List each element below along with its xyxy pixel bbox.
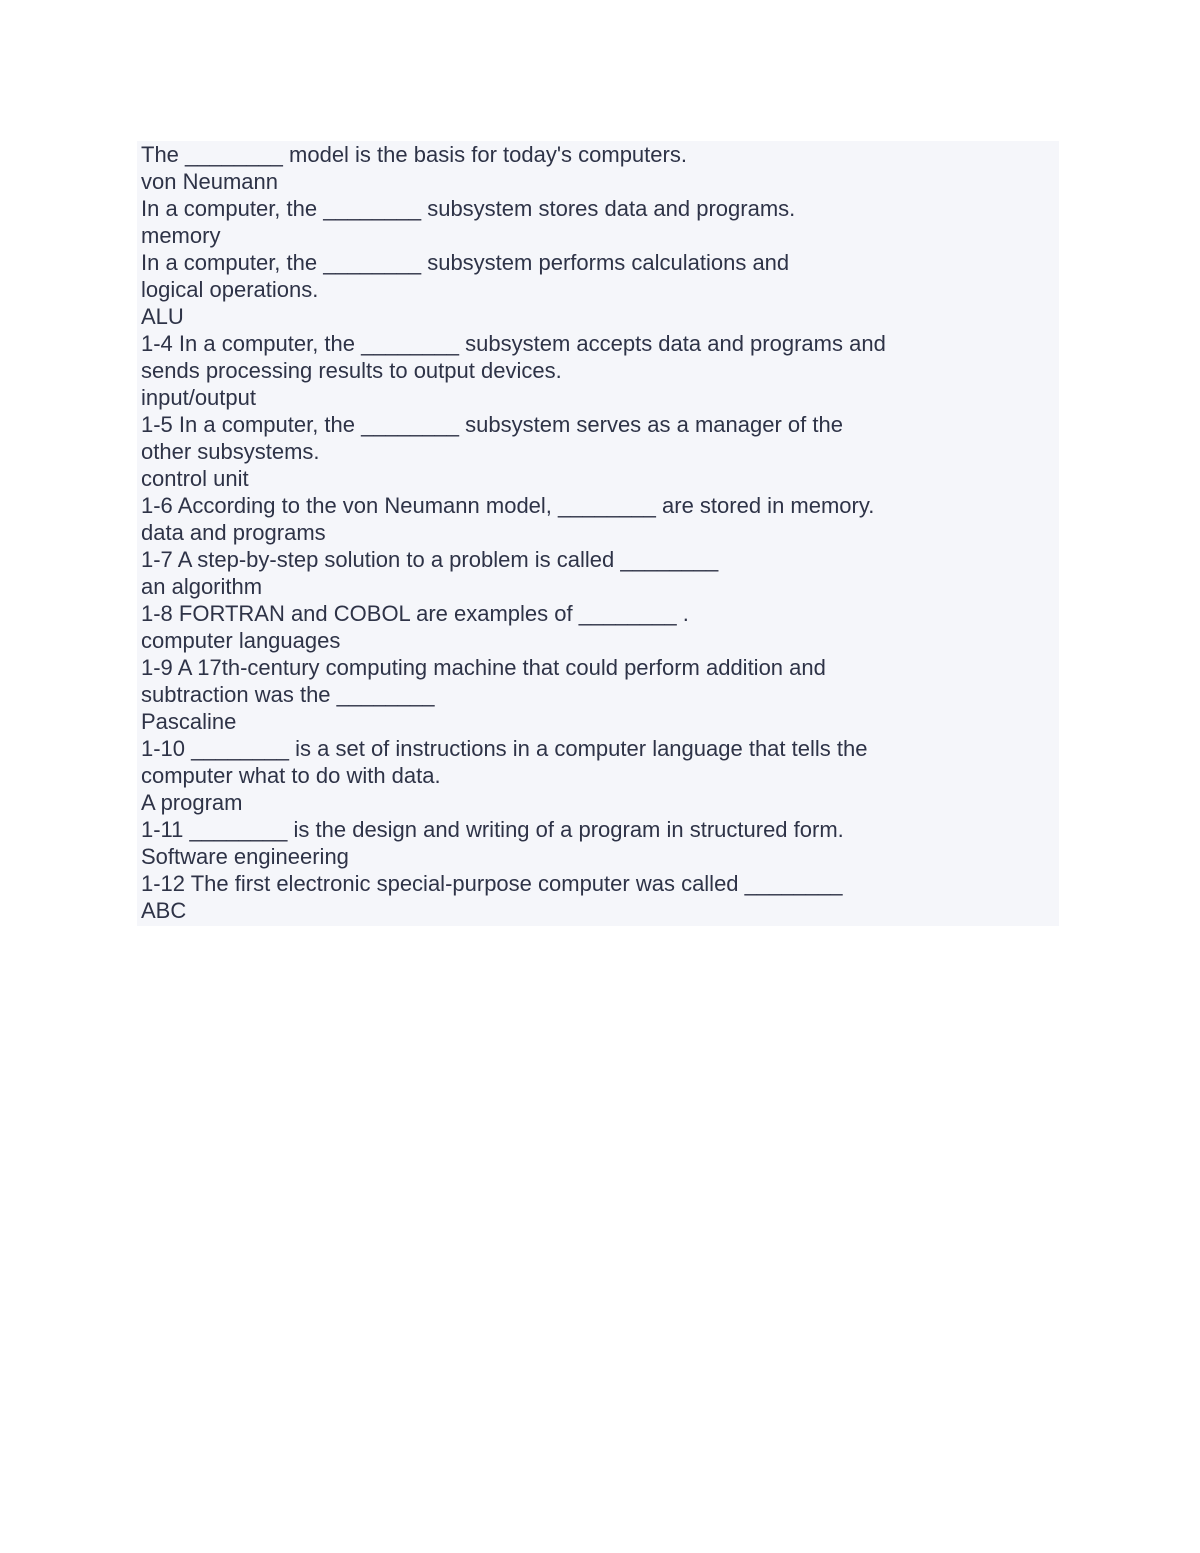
answer-line: A program (141, 790, 243, 815)
answer-line: an algorithm (141, 574, 263, 599)
quiz-text-block (137, 141, 1059, 926)
question-line-continued: logical operations. (141, 277, 319, 302)
question-line: In a computer, the ________ subsystem stores data and programs. (141, 196, 796, 221)
question-line: 1-8 FORTRAN and COBOL are examples of ________ . (141, 601, 689, 626)
answer-line: von Neumann (141, 169, 278, 194)
question-line: 1-11 ________ is the design and writing of a program in structured form. (141, 817, 844, 842)
answer-line: memory (141, 223, 221, 248)
question-line: 1-9 A 17th-century computing machine that could perform addition and (141, 655, 826, 680)
answer-line: control unit (141, 466, 249, 491)
answer-line: Pascaline (141, 709, 237, 734)
answer-line: Software engineering (141, 844, 349, 869)
answer-line: computer languages (141, 628, 341, 653)
answer-line: input/output (141, 385, 256, 410)
question-line-continued: sends processing results to output devices. (141, 358, 562, 383)
question-line: In a computer, the ________ subsystem performs calculations and (141, 250, 790, 275)
question-line-continued: other subsystems. (141, 439, 320, 464)
question-line: 1-6 According to the von Neumann model, ________ are stored in memory. (141, 493, 875, 518)
answer-line: data and programs (141, 520, 326, 545)
question-line: The ________ model is the basis for today's computers. (141, 142, 687, 167)
question-line: 1-4 In a computer, the ________ subsystem accepts data and programs and (141, 331, 886, 356)
question-line-continued: subtraction was the ________ (141, 682, 435, 707)
question-line: 1-5 In a computer, the ________ subsystem serves as a manager of the (141, 412, 843, 437)
answer-line: ALU (141, 304, 184, 329)
answer-line: ABC (141, 898, 187, 923)
question-line: 1-7 A step-by-step solution to a problem is called ________ (141, 547, 719, 572)
question-line-continued: computer what to do with data. (141, 763, 441, 788)
question-line: 1-12 The first electronic special-purpose computer was called ________ (141, 871, 843, 896)
question-line: 1-10 ________ is a set of instructions in a computer language that tells the (141, 736, 868, 761)
